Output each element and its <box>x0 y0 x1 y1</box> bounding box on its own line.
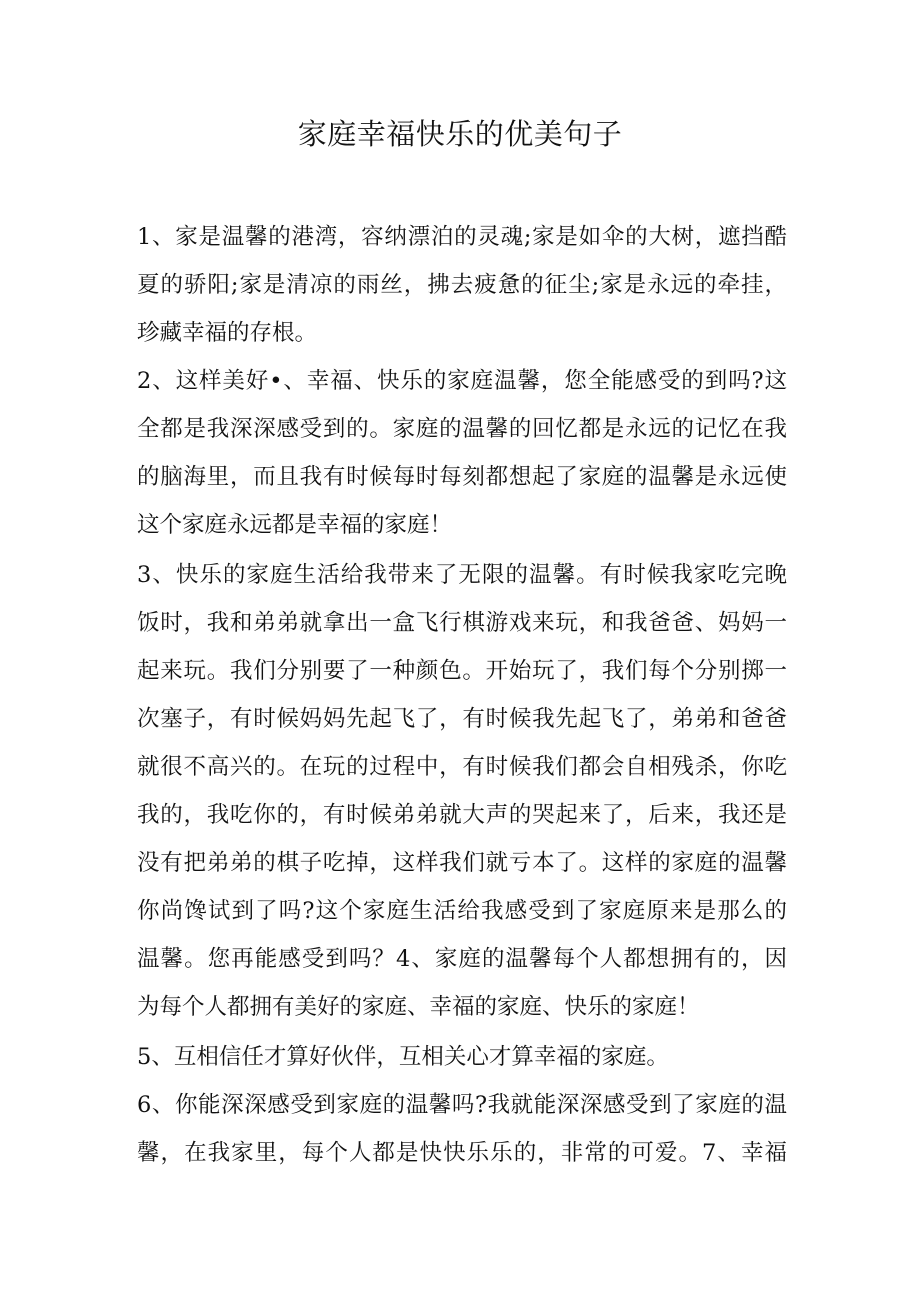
text-line: 次塞子，有时候妈妈先起飞了，有时候我先起飞了，弟弟和爸爸 <box>137 706 787 732</box>
text-line: 为每个人都拥有美好的家庭、幸福的家庭、快乐的家庭！ <box>137 994 700 1020</box>
text-line: 我的，我吃你的，有时候弟弟就大声的哭起来了，后来，我还是 <box>137 802 787 828</box>
text-line: 你尚馋试到了吗?这个家庭生活给我感受到了家庭原来是那么的 <box>137 898 787 924</box>
text-line: 起来玩。我们分别要了一种颜色。开始玩了，我们每个分别掷一 <box>137 658 787 684</box>
text-line: 这个家庭永远都是幸福的家庭！ <box>137 512 453 538</box>
text-line: 6、你能深深感受到家庭的温馨吗?我就能深深感受到了家庭的温 <box>137 1092 787 1118</box>
text-line: 就很不高兴的。在玩的过程中，有时候我们都会自相残杀，你吃 <box>137 754 787 780</box>
text-line: 3、快乐的家庭生活给我带来了无限的温馨。有时候我家吃完晚 <box>137 562 787 588</box>
text-line: 5、互相信任才算好伙伴，互相关心才算幸福的家庭。 <box>137 1044 669 1070</box>
text-line: 没有把弟弟的棋子吃掉，这样我们就亏本了。这样的家庭的温馨 <box>137 850 787 876</box>
text-line: 2、这样美好•、幸福、快乐的家庭温馨，您全能感受的到吗?这 <box>137 368 787 394</box>
text-line: 珍藏幸福的存根。 <box>137 320 318 346</box>
document-title: 家庭幸福快乐的优美句子 <box>297 117 623 151</box>
text-line: 1、家是温馨的港湾，容纳漂泊的灵魂;家是如伞的大树，遮挡酷 <box>137 224 787 250</box>
text-line: 馨，在我家里，每个人都是快快乐乐的，非常的可爱。7、幸福 <box>137 1140 787 1166</box>
text-line: 全都是我深深感受到的。家庭的温馨的回忆都是永远的记忆在我 <box>137 416 787 442</box>
text-line: 温馨。您再能感受到吗？4、家庭的温馨每个人都想拥有的，因 <box>137 946 787 972</box>
text-line: 夏的骄阳;家是清凉的雨丝，拂去疲惫的征尘;家是永远的牵挂， <box>137 272 787 298</box>
text-line: 的脑海里，而且我有时候每时每刻都想起了家庭的温馨是永远使 <box>137 464 787 490</box>
text-line: 饭时，我和弟弟就拿出一盒飞行棋游戏来玩，和我爸爸、妈妈一 <box>137 610 787 636</box>
